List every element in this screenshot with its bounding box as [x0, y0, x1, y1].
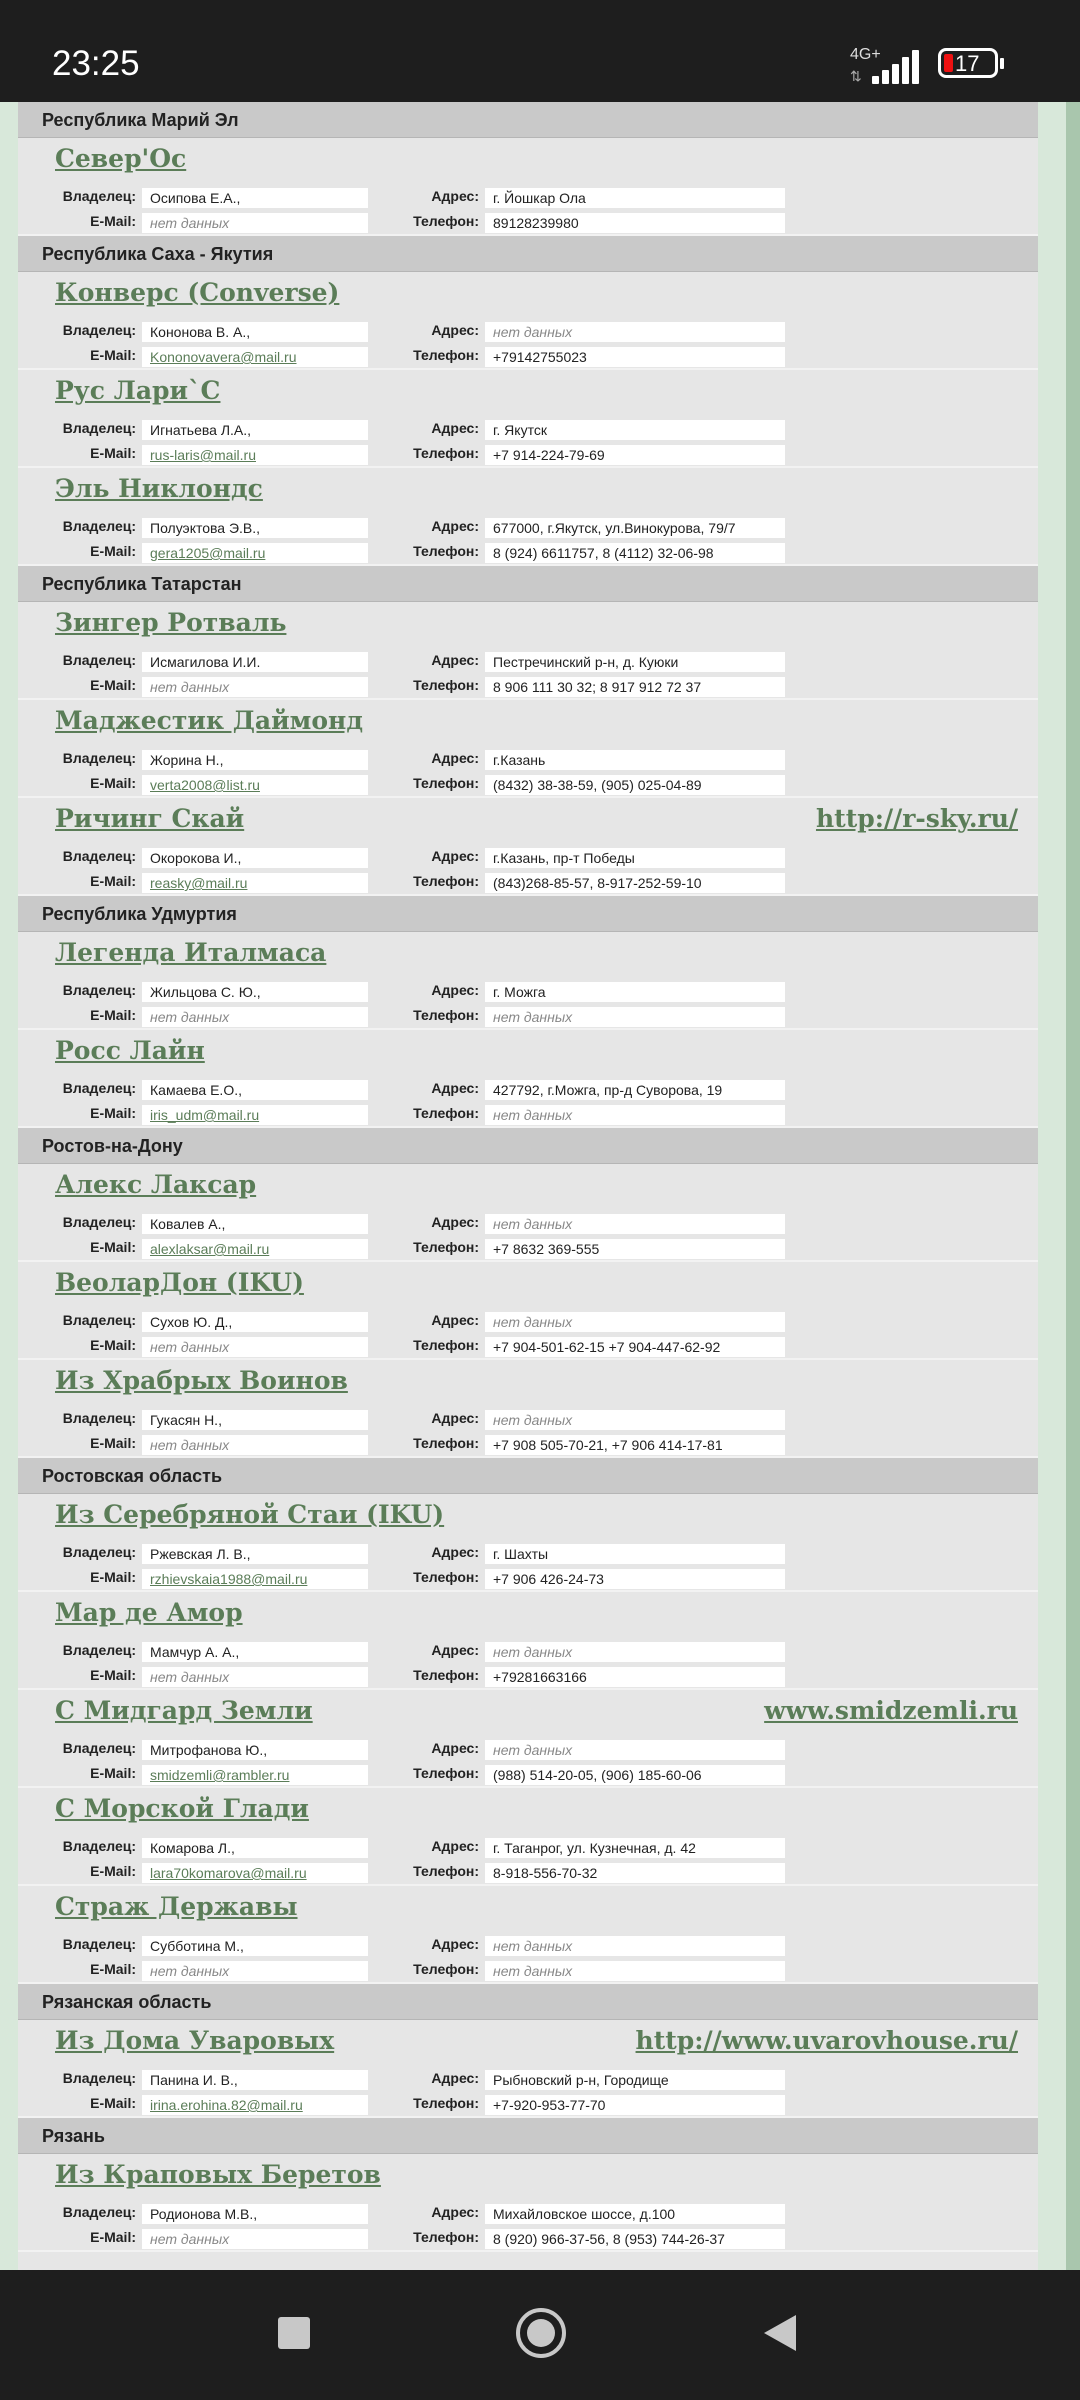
phone-label: Телефон:: [413, 873, 479, 889]
email-value[interactable]: smidzemli@rambler.ru: [142, 1765, 368, 1785]
owner-value: Родионова М.В.,: [142, 2204, 368, 2224]
phone-label: Телефон:: [413, 347, 479, 363]
owner-value: Сухов Ю. Д.,: [142, 1312, 368, 1332]
address-value: г.Казань, пр-т Победы: [485, 848, 785, 868]
back-button[interactable]: [764, 2315, 796, 2351]
email-label: E-Mail:: [90, 347, 136, 363]
address-label: Адрес:: [431, 1838, 479, 1854]
signal-icon: [872, 50, 922, 84]
email-value[interactable]: alexlaksar@mail.ru: [142, 1239, 368, 1259]
email-label: E-Mail:: [90, 543, 136, 559]
email-label: E-Mail:: [90, 1863, 136, 1879]
owner-value: Окорокова И.,: [142, 848, 368, 868]
address-value: нет данных: [485, 322, 785, 342]
kennel-entry: [18, 1494, 1038, 1592]
kennel-name-link[interactable]: Страж Державы: [55, 1892, 298, 1921]
phone-value: (8432) 38-38-59, (905) 025-04-89: [485, 775, 785, 795]
address-value: г. Можга: [485, 982, 785, 1002]
email-value: нет данных: [142, 1337, 368, 1357]
data-arrows-icon: ⇅: [850, 68, 862, 84]
address-value: г. Якутск: [485, 420, 785, 440]
email-label: E-Mail:: [90, 1007, 136, 1023]
email-value[interactable]: Kononovavera@mail.ru: [142, 347, 368, 367]
owner-value: Исмагилова И.И.: [142, 652, 368, 672]
phone-label: Телефон:: [413, 775, 479, 791]
address-value: нет данных: [485, 1642, 785, 1662]
phone-label: Телефон:: [413, 1569, 479, 1585]
owner-label: Владелец:: [62, 1740, 136, 1756]
kennel-name-link[interactable]: Эль Никлондс: [55, 474, 263, 503]
address-value: г. Шахты: [485, 1544, 785, 1564]
owner-label: Владелец:: [62, 750, 136, 766]
email-label: E-Mail:: [90, 2229, 136, 2245]
kennel-name-link[interactable]: Мар де Амор: [55, 1598, 243, 1627]
email-value: нет данных: [142, 1435, 368, 1455]
kennel-entry: [18, 2020, 1038, 2118]
kennel-name-link[interactable]: Из Дома Уваровых: [55, 2026, 335, 2055]
phone-value: +7-920-953-77-70: [485, 2095, 785, 2115]
phone-label: Телефон:: [413, 445, 479, 461]
phone-value: +7 904-501-62-15 +7 904-447-62-92: [485, 1337, 785, 1357]
network-type: 4G+: [850, 46, 881, 63]
kennel-name-link[interactable]: ВеоларДон (IKU): [55, 1268, 304, 1297]
status-bar: [0, 0, 1080, 102]
address-label: Адрес:: [431, 188, 479, 204]
owner-value: Камаева Е.О.,: [142, 1080, 368, 1100]
region-header: Республика Марий Эл: [18, 102, 1038, 138]
phone-label: Телефон:: [413, 1435, 479, 1451]
owner-value: Ржевская Л. В.,: [142, 1544, 368, 1564]
phone-value: +79281663166: [485, 1667, 785, 1687]
owner-value: Панина И. В.,: [142, 2070, 368, 2090]
kennel-name-link[interactable]: Маджестик Даймонд: [55, 706, 364, 735]
kennel-entry: [18, 272, 1038, 370]
owner-value: Жильцова С. Ю.,: [142, 982, 368, 1002]
phone-label: Телефон:: [413, 1863, 479, 1879]
email-value[interactable]: lara70komarova@mail.ru: [142, 1863, 368, 1883]
region-header: Республика Саха - Якутия: [18, 236, 1038, 272]
kennel-entry: [18, 798, 1038, 896]
region-header: Ростов-на-Дону: [18, 1128, 1038, 1164]
email-value[interactable]: irina.erohina.82@mail.ru: [142, 2095, 368, 2115]
kennel-entry: [18, 932, 1038, 1030]
email-label: E-Mail:: [90, 1105, 136, 1121]
email-value[interactable]: verta2008@list.ru: [142, 775, 368, 795]
email-value: нет данных: [142, 213, 368, 233]
owner-value: Ковалев А.,: [142, 1214, 368, 1234]
address-value: нет данных: [485, 1312, 785, 1332]
address-label: Адрес:: [431, 652, 479, 668]
kennel-entry: [18, 1690, 1038, 1788]
owner-label: Владелец:: [62, 322, 136, 338]
kennel-entry: [18, 1360, 1038, 1458]
email-label: E-Mail:: [90, 2095, 136, 2111]
email-value[interactable]: rus-laris@mail.ru: [142, 445, 368, 465]
address-label: Адрес:: [431, 1936, 479, 1952]
phone-value: +7 914-224-79-69: [485, 445, 785, 465]
phone-label: Телефон:: [413, 1007, 479, 1023]
owner-value: Гукасян Н.,: [142, 1410, 368, 1430]
kennel-entry: [18, 1262, 1038, 1360]
owner-label: Владелец:: [62, 1544, 136, 1560]
email-label: E-Mail:: [90, 445, 136, 461]
kennel-entry: [18, 1164, 1038, 1262]
kennel-entry: [18, 700, 1038, 798]
kennel-entry: [18, 1030, 1038, 1128]
address-value: г. Йошкар Ола: [485, 188, 785, 208]
email-label: E-Mail:: [90, 1435, 136, 1451]
region-header: Рязанская область: [18, 1984, 1038, 2020]
owner-value: Кононова В. А.,: [142, 322, 368, 342]
kennel-name-link[interactable]: Конверс (Converse): [55, 278, 340, 307]
status-time: 23:25: [52, 44, 140, 83]
address-label: Адрес:: [431, 1642, 479, 1658]
address-value: Михайловское шоссе, д.100: [485, 2204, 785, 2224]
owner-value: Жорина Н.,: [142, 750, 368, 770]
kennel-website-link[interactable]: www.smidzemli.ru: [764, 1696, 1018, 1725]
kennel-entry: [18, 138, 1038, 236]
email-label: E-Mail:: [90, 1569, 136, 1585]
owner-value: Комарова Л.,: [142, 1838, 368, 1858]
kennel-name-link[interactable]: Из Краповых Беретов: [55, 2160, 381, 2189]
region-header: Республика Татарстан: [18, 566, 1038, 602]
owner-label: Владелец:: [62, 848, 136, 864]
address-label: Адрес:: [431, 750, 479, 766]
address-label: Адрес:: [431, 518, 479, 534]
region-header: Республика Удмуртия: [18, 896, 1038, 932]
email-value: нет данных: [142, 1961, 368, 1981]
owner-label: Владелец:: [62, 1214, 136, 1230]
phone-label: Телефон:: [413, 677, 479, 693]
home-button[interactable]: [516, 2308, 566, 2358]
email-label: E-Mail:: [90, 1765, 136, 1781]
kennel-name-link[interactable]: Алекс Лаксар: [55, 1170, 257, 1199]
address-label: Адрес:: [431, 1410, 479, 1426]
phone-value: 8 (924) 6611757, 8 (4112) 32-06-98: [485, 543, 785, 563]
owner-label: Владелец:: [62, 652, 136, 668]
kennel-name-link[interactable]: Из Храбрых Воинов: [55, 1366, 348, 1395]
address-label: Адрес:: [431, 848, 479, 864]
address-value: 427792, г.Можга, пр-д Суворова, 19: [485, 1080, 785, 1100]
owner-label: Владелец:: [62, 1838, 136, 1854]
address-label: Адрес:: [431, 322, 479, 338]
kennel-name-link[interactable]: Ричинг Скай: [55, 804, 245, 833]
owner-label: Владелец:: [62, 1642, 136, 1658]
owner-label: Владелец:: [62, 1312, 136, 1328]
email-label: E-Mail:: [90, 1239, 136, 1255]
email-value[interactable]: gera1205@mail.ru: [142, 543, 368, 563]
phone-label: Телефон:: [413, 1337, 479, 1353]
phone-label: Телефон:: [413, 543, 479, 559]
kennel-entry: [18, 370, 1038, 468]
kennel-name-link[interactable]: Росс Лайн: [55, 1036, 205, 1065]
owner-label: Владелец:: [62, 982, 136, 998]
region-header: Рязань: [18, 2118, 1038, 2154]
kennel-entry: [18, 602, 1038, 700]
owner-value: Мамчур А. А.,: [142, 1642, 368, 1662]
address-value: 677000, г.Якутск, ул.Винокурова, 79/7: [485, 518, 785, 538]
kennel-name-link[interactable]: Север'Ос: [55, 144, 187, 173]
owner-value: Игнатьева Л.А.,: [142, 420, 368, 440]
recents-button[interactable]: [278, 2317, 310, 2349]
address-value: Рыбновский р-н, Городище: [485, 2070, 785, 2090]
email-value: нет данных: [142, 1667, 368, 1687]
kennel-entry: [18, 468, 1038, 566]
phone-value: нет данных: [485, 1007, 785, 1027]
email-value: нет данных: [142, 1007, 368, 1027]
email-value: нет данных: [142, 677, 368, 697]
phone-value: нет данных: [485, 1961, 785, 1981]
phone-label: Телефон:: [413, 1239, 479, 1255]
phone-label: Телефон:: [413, 2229, 479, 2245]
owner-value: Осипова Е.А.,: [142, 188, 368, 208]
address-label: Адрес:: [431, 1740, 479, 1756]
address-value: г.Казань: [485, 750, 785, 770]
email-value[interactable]: rzhievskaia1988@mail.ru: [142, 1569, 368, 1589]
kennel-entry: [18, 1886, 1038, 1984]
kennel-name-link[interactable]: Легенда Италмаса: [55, 938, 327, 967]
address-value: нет данных: [485, 1410, 785, 1430]
owner-label: Владелец:: [62, 1936, 136, 1952]
phone-label: Телефон:: [413, 1765, 479, 1781]
page-edge-decoration: [1066, 102, 1080, 2270]
email-value[interactable]: reasky@mail.ru: [142, 873, 368, 893]
kennel-name-link[interactable]: С Мидгард Земли: [55, 1696, 313, 1725]
email-label: E-Mail:: [90, 213, 136, 229]
owner-label: Владелец:: [62, 518, 136, 534]
phone-label: Телефон:: [413, 213, 479, 229]
address-value: нет данных: [485, 1936, 785, 1956]
phone-label: Телефон:: [413, 2095, 479, 2111]
phone-value: +7 906 426-24-73: [485, 1569, 785, 1589]
address-label: Адрес:: [431, 1080, 479, 1096]
owner-value: Субботина М.,: [142, 1936, 368, 1956]
address-value: нет данных: [485, 1740, 785, 1760]
email-label: E-Mail:: [90, 677, 136, 693]
email-label: E-Mail:: [90, 1337, 136, 1353]
kennel-entry: [18, 2154, 1038, 2252]
phone-label: Телефон:: [413, 1961, 479, 1977]
phone-value: +7 908 505-70-21, +7 906 414-17-81: [485, 1435, 785, 1455]
phone-value: +79142755023: [485, 347, 785, 367]
phone-value: нет данных: [485, 1105, 785, 1125]
region-header: Ростовская область: [18, 1458, 1038, 1494]
kennel-website-link[interactable]: http://r-sky.ru/: [815, 804, 1018, 833]
phone-value: +7 8632 369-555: [485, 1239, 785, 1259]
email-value[interactable]: iris_udm@mail.ru: [142, 1105, 368, 1125]
kennel-name-link[interactable]: С Морской Глади: [55, 1794, 309, 1823]
email-label: E-Mail:: [90, 1961, 136, 1977]
email-label: E-Mail:: [90, 873, 136, 889]
kennel-list: [18, 102, 1038, 2270]
address-label: Адрес:: [431, 420, 479, 436]
phone-label: Телефон:: [413, 1667, 479, 1683]
address-label: Адрес:: [431, 1214, 479, 1230]
phone-value: (843)268-85-57, 8-917-252-59-10: [485, 873, 785, 893]
kennel-entry: [18, 1592, 1038, 1690]
email-value: нет данных: [142, 2229, 368, 2249]
kennel-entry: [18, 1788, 1038, 1886]
owner-label: Владелец:: [62, 2070, 136, 2086]
battery-icon: [938, 48, 998, 78]
email-label: E-Mail:: [90, 1667, 136, 1683]
phone-value: 8-918-556-70-32: [485, 1863, 785, 1883]
address-label: Адрес:: [431, 2204, 479, 2220]
owner-value: Полуэктова Э.В.,: [142, 518, 368, 538]
address-label: Адрес:: [431, 1544, 479, 1560]
phone-value: 89128239980: [485, 213, 785, 233]
address-value: нет данных: [485, 1214, 785, 1234]
owner-value: Митрофанова Ю.,: [142, 1740, 368, 1760]
kennel-name-link[interactable]: Зингер Ротваль: [55, 608, 287, 637]
battery-level: 17: [955, 51, 980, 76]
address-label: Адрес:: [431, 982, 479, 998]
phone-label: Телефон:: [413, 1105, 479, 1121]
kennel-name-link[interactable]: Из Серебряной Стаи (IKU): [55, 1500, 445, 1529]
address-label: Адрес:: [431, 2070, 479, 2086]
kennel-website-link[interactable]: http://www.uvarovhouse.ru/: [635, 2026, 1018, 2055]
owner-label: Владелец:: [62, 1410, 136, 1426]
owner-label: Владелец:: [62, 2204, 136, 2220]
owner-label: Владелец:: [62, 188, 136, 204]
address-value: г. Таганрог, ул. Кузнечная, д. 42: [485, 1838, 785, 1858]
phone-value: 8 906 111 30 32; 8 917 912 72 37: [485, 677, 785, 697]
phone-value: 8 (920) 966-37-56, 8 (953) 744-26-37: [485, 2229, 785, 2249]
web-viewport[interactable]: [0, 102, 1080, 2270]
email-label: E-Mail:: [90, 775, 136, 791]
address-value: Пестречинский р-н, д. Куюки: [485, 652, 785, 672]
phone-value: (988) 514-20-05, (906) 185-60-06: [485, 1765, 785, 1785]
kennel-name-link[interactable]: Рус Лари`С: [55, 376, 221, 405]
owner-label: Владелец:: [62, 420, 136, 436]
address-label: Адрес:: [431, 1312, 479, 1328]
navigation-bar: [0, 2270, 1080, 2400]
owner-label: Владелец:: [62, 1080, 136, 1096]
